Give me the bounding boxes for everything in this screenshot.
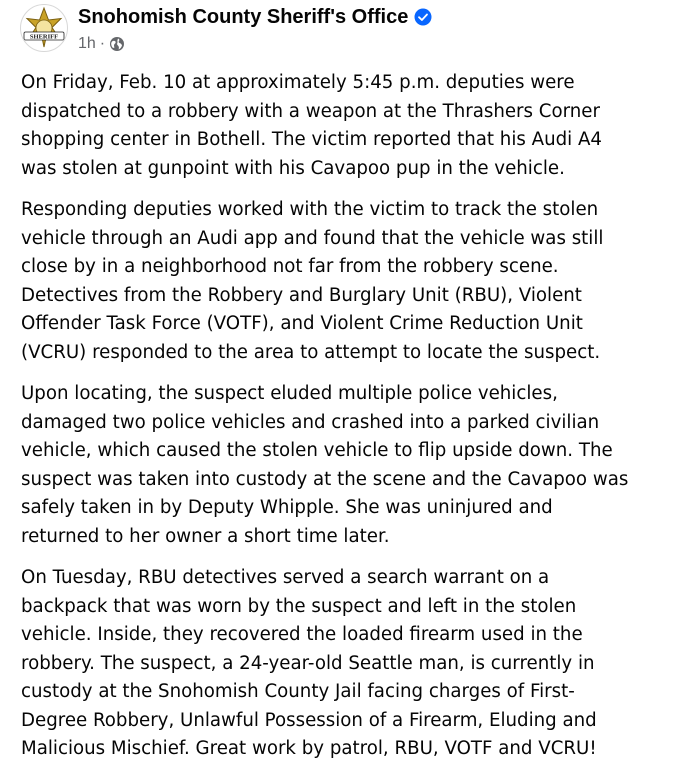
sheriff-star-logo xyxy=(21,5,67,51)
verified-badge-icon xyxy=(414,8,432,26)
post-paragraph: Responding deputies worked with the victim to track the stolen vehicle through an Audi app and found that the vehicle was still close by in a neighborhood not far from the robbery scene. Detectives from the Robbery and Burglary Unit (RBU), Violent Offender Task Force (VOTF), and Violent Crime Reduction Unit (VCRU) responded to the area to attempt to locate the suspect. xyxy=(21,199,604,363)
page-avatar[interactable] xyxy=(20,4,68,52)
post-timestamp-link[interactable]: 1h xyxy=(78,35,96,52)
globe-icon[interactable] xyxy=(109,36,125,52)
post-meta xyxy=(78,4,432,55)
page-name-row xyxy=(78,4,432,30)
post-paragraph: Upon locating, the suspect eluded multiple police vehicles, damaged two police vehicles and crashed into a parked civilian vehicle, which caused the stolen vehicle to flip upside down. The suspect was taken into custody at the scene and the Cavapoo was safely taken in by Deputy Whipple. She was uninjured and returned to her owner a short time later. xyxy=(21,383,629,547)
separator-dot: · xyxy=(99,35,106,52)
post-header xyxy=(20,4,432,56)
page-name-link[interactable]: Snohomish County Sheriff's Office xyxy=(78,5,409,28)
post-body xyxy=(21,69,661,777)
post-paragraph: On Friday, Feb. 10 at approximately 5:45 p.m. deputies were dispatched to a robbery with a weapon at the Thrashers Corner shopping center in Bothell. The victim reported that his Audi A4 was stolen at gunpoint with his Cavapoo pup in the vehicle. xyxy=(21,72,602,179)
post-paragraph: On Tuesday, RBU detectives served a search warrant on a backpack that was worn by the suspect and left in the stolen vehicle. Inside, they recovered the loaded firearm used in the robbery. The suspect, a 24-year-old Seattle man, is currently in custody at the Snohomish County Jail facing charges of First- Degree Robbery, Unlawful Possession of a Firearm, Eluding and Malicious Mischief. Great work by patrol, RBU, VOTF and VCRU! xyxy=(21,567,597,759)
post-subline xyxy=(78,33,432,55)
avatar-badge-text: SHERIFF xyxy=(29,33,59,41)
